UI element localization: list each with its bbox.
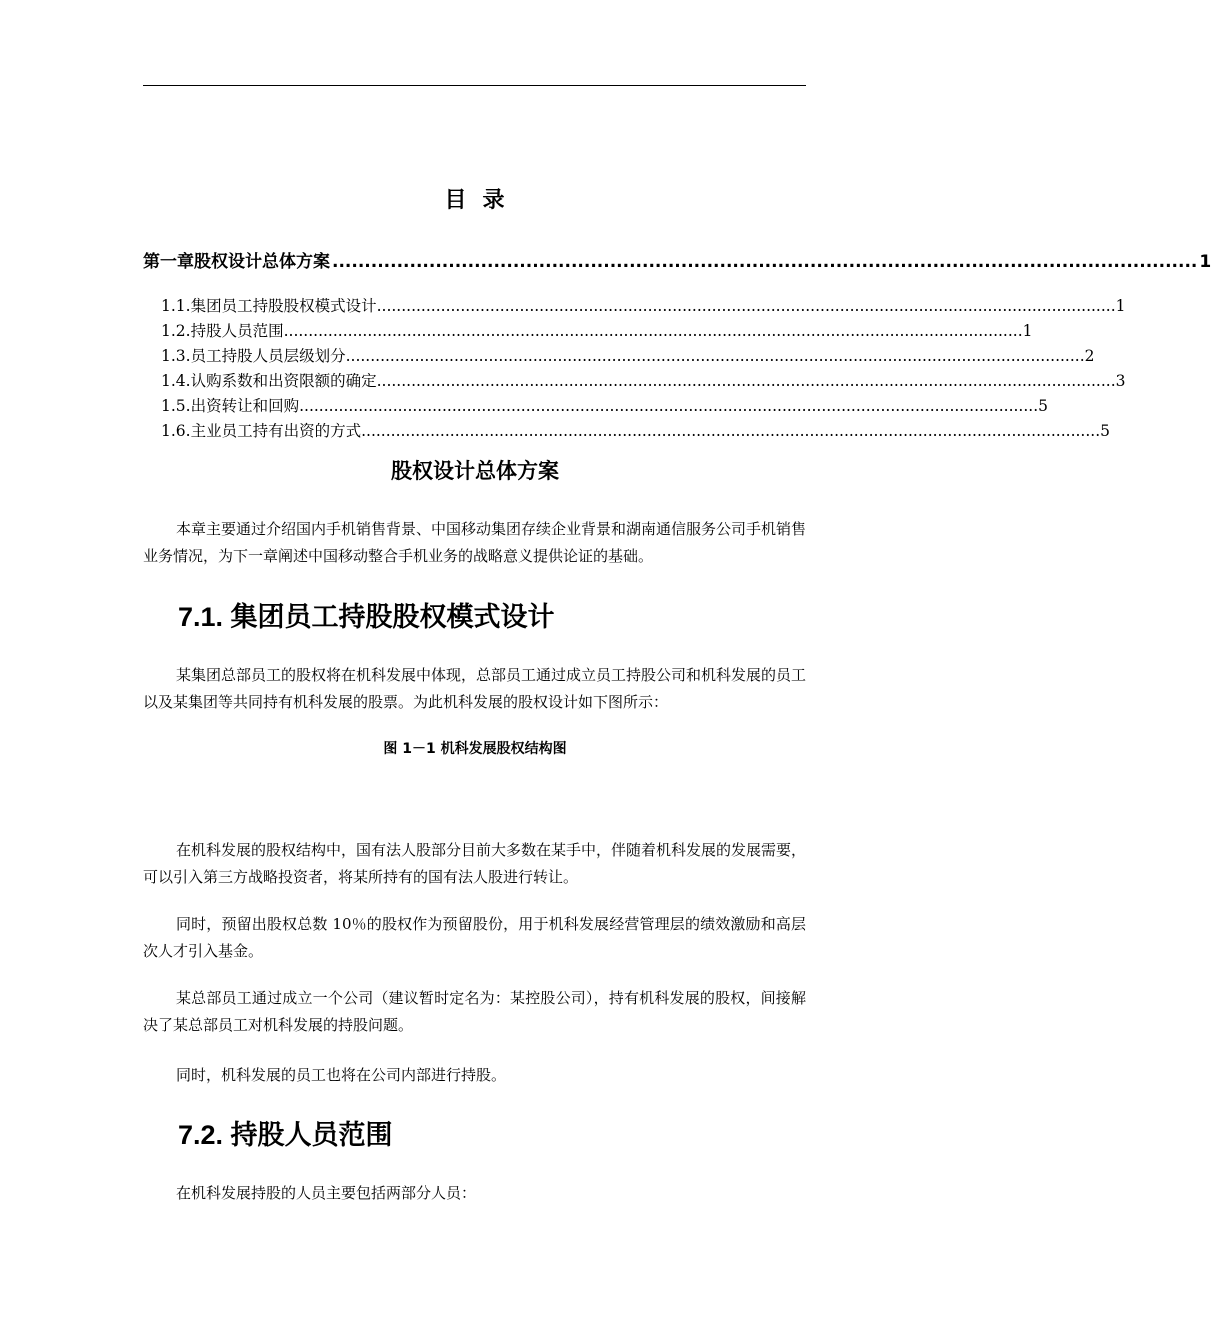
toc-leader-dots: ...................................................................................................................................................... <box>345 347 1085 365</box>
header-rule <box>143 85 806 86</box>
paragraph: 在机科发展持股的人员主要包括两部分人员： <box>176 1184 477 1202</box>
figure-caption: 图 1－1 机科发展股权结构图 <box>383 741 567 757</box>
toc-item-page: 1 <box>1022 322 1033 340</box>
paragraph: 某总部员工通过成立一个公司（建议暂时定名为：某控股公司），持有机科发展的股权，间接解决了某总部员工对机科发展的持股问题。 <box>143 989 806 1034</box>
toc-item[interactable] <box>161 319 1033 344</box>
toc-item-page: 3 <box>1115 372 1126 390</box>
toc-chapter-title: 股权设计总体方案 <box>194 252 330 272</box>
toc-chapter-entry[interactable] <box>143 247 1211 272</box>
paragraph: 同时，预留出股权总数 10％的股权作为预留股份，用于机科发展经营管理层的绩效激励和高层次人才引入基金。 <box>143 915 806 960</box>
toc-leader-dots: ...................................................................................................................................................... <box>376 297 1116 315</box>
toc-item-number: 1.1. <box>161 297 191 315</box>
toc-item-title: 主业员工持有出资的方式 <box>190 422 362 440</box>
heading-7-1: 7.1. 集团员工持股股权模式设计 <box>178 602 555 632</box>
toc-item-number: 1.6. <box>161 422 191 440</box>
toc-list <box>161 294 1126 444</box>
toc-item-number: 1.3. <box>161 347 191 365</box>
toc-title-char: 录 <box>482 188 506 213</box>
toc-leader-dots: ...................................................................................................................................................... <box>299 397 1039 415</box>
toc-item-title: 出资转让和回购 <box>190 397 300 415</box>
toc-item-page: 1 <box>1115 297 1126 315</box>
toc-title <box>0 183 950 214</box>
toc-item-title: 集团员工持股股权模式设计 <box>190 297 377 315</box>
toc-item[interactable] <box>161 419 1111 444</box>
paragraph: 在机科发展的股权结构中，国有法人股部分目前大多数在某手中，伴随着机科发展的发展需要，可以引入第三方战略投资者，将某所持有的国有法人股进行转让。 <box>143 841 807 886</box>
intro-paragraph: 本章主要通过介绍国内手机销售背景、中国移动集团存续企业背景和湖南通信服务公司手机销售业务情况，为下一章阐述中国移动整合手机业务的战略意义提供论证的基础。 <box>143 520 807 565</box>
toc-item-number: 1.5. <box>161 397 191 415</box>
toc-item-title: 认购系数和出资限额的确定 <box>190 372 377 390</box>
toc-item[interactable] <box>161 344 1095 369</box>
paragraph: 某集团总部员工的股权将在机科发展中体现，总部员工通过成立员工持股公司和机科发展的员工以及某集团等共同持有机科发展的股票。为此机科发展的股权设计如下图所示： <box>143 666 807 711</box>
toc-item-page: 5 <box>1038 397 1049 415</box>
toc-leader-dots: ...................................................................................................................................... <box>332 252 1198 272</box>
toc-leader-dots: ...................................................................................................................................................... <box>376 372 1116 390</box>
toc-item-number: 1.2. <box>161 322 191 340</box>
toc-item-page: 2 <box>1084 347 1095 365</box>
paragraph: 同时，机科发展的员工也将在公司内部进行持股。 <box>176 1066 507 1084</box>
toc-item[interactable] <box>161 369 1126 394</box>
toc-chapter-number: 第一章 <box>143 252 194 272</box>
toc-chapter-page: 1 <box>1199 252 1211 272</box>
toc-leader-dots: ...................................................................................................................................................... <box>283 322 1023 340</box>
toc-item-title: 持股人员范围 <box>190 322 284 340</box>
toc-item-number: 1.4. <box>161 372 191 390</box>
toc-item-title: 员工持股人员层级划分 <box>190 347 346 365</box>
toc-item-page: 5 <box>1100 422 1111 440</box>
toc-item[interactable] <box>161 294 1126 319</box>
toc-title-char: 目 <box>444 188 468 213</box>
toc-item[interactable] <box>161 394 1049 419</box>
heading-7-2: 7.2. 持股人员范围 <box>178 1120 393 1150</box>
section-title: 股权设计总体方案 <box>391 459 559 483</box>
toc-leader-dots: ...................................................................................................................................................... <box>361 422 1101 440</box>
